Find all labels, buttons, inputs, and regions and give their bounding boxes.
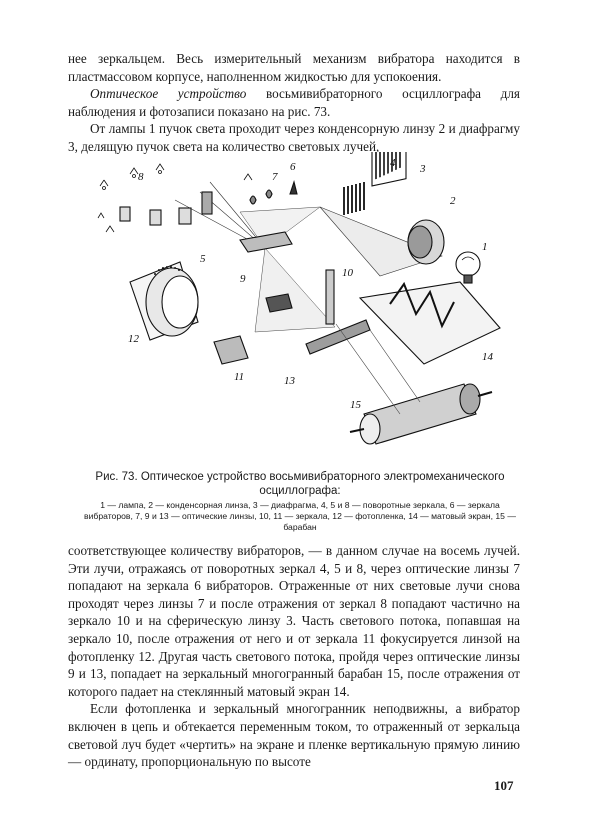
label-2: 2 — [450, 195, 456, 207]
condenser-lens-icon — [408, 220, 444, 264]
label-7: 7 — [272, 171, 278, 183]
label-4: 4 — [390, 157, 396, 169]
paragraph-2-italic: Оптическое устройство — [90, 86, 247, 102]
mirror-drum-icon — [350, 384, 492, 444]
bottom-text — [68, 542, 520, 771]
mirror-11-icon — [214, 336, 248, 364]
vibrator-mirror-icon — [290, 182, 297, 194]
paragraph-4: соответствующее количеству вибраторов, — в данном случае на восемь лучей. Эти лучи, отражаясь от поворотных зеркал 4, 5 и 8, через оптические линзы 7 попадают на зеркала 6 вибраторов. Отраженные от них световые лучи снова проходят через линзы 7 и после отражения от зеркал 8 попадают частично на зеркало 10 и на сферическую линзу 3. Часть светового потока, попавшая на зеркало 10, после отражения от него и от зеркала 11 фокусируется линзой на фотопленку 12. Другая часть светового потока, пройдя через оптические линзы 9 и 13, попадает на зеркальный многогранный барабан 15, после отражения от которого падает на стеклянный матовый экран 14. — [68, 543, 520, 699]
top-text — [68, 50, 520, 156]
figure-caption — [80, 470, 520, 533]
mirror-8-icon — [120, 192, 212, 225]
label-11: 11 — [234, 371, 245, 383]
mirror-10-icon — [326, 270, 334, 324]
label-1: 1 — [482, 241, 488, 253]
caption-legend: 1 — лампа, 2 — конденсорная линза, 3 — диафрагма, 4, 5 и 8 — поворотные зеркала, 6 — зеркала вибраторов, 7, 9 и 13 — оптические линзы, 10, 11 — зеркала, 12 — фотопленка, 14 — матовый экран, 15 — барабан — [84, 500, 516, 532]
film-drum-icon — [130, 262, 198, 340]
label-14: 14 — [482, 351, 493, 363]
label-12: 12 — [128, 333, 139, 345]
label-9: 9 — [240, 273, 246, 285]
label-3: 3 — [420, 163, 426, 175]
mirror-4-icon — [344, 182, 364, 215]
lamp-icon — [456, 252, 480, 283]
caption-title: Рис. 73. Оптическое устройство восьмивибраторного электромеханического осциллографа: — [95, 471, 505, 497]
figure-73 — [80, 152, 520, 462]
paragraph-2 — [68, 85, 520, 120]
mirror-5-icon — [240, 232, 292, 252]
matte-screen-icon — [360, 282, 500, 364]
diaphragm-icon — [372, 152, 406, 186]
label-15: 15 — [350, 399, 361, 411]
label-10: 10 — [342, 267, 353, 279]
paragraph-2-rest: восьмивибраторного осциллографа для наблюдения и фотозаписи показано на рис. 73. — [68, 86, 520, 119]
paragraph-3: От лампы 1 пучок света проходит через конденсорную линзу 2 и диафрагму 3, делящую пучок света на количество световых лучей, — [68, 121, 520, 154]
paragraph-1: нее зеркальцем. Весь измерительный механизм вибратора находится в пластмассовом корпусе, наполненном жидкостью для успокоения. — [68, 51, 520, 84]
paragraph-5: Если фотопленка и зеркальный многогранник неподвижны, а вибратор включен в цепь и обтекается переменным током, то отраженный от зеркальца световой луч будет «чертить» на экране и пленке вертикальную прямую линию — ординату, пропорциональную по высоте — [68, 701, 520, 770]
lens-7-icon — [250, 190, 272, 204]
label-13: 13 — [284, 375, 295, 387]
label-8: 8 — [138, 171, 144, 183]
page-number: 107 — [494, 778, 514, 793]
label-6: 6 — [290, 161, 296, 173]
vibrator-symbol-icon — [98, 164, 252, 232]
label-5: 5 — [200, 253, 206, 265]
